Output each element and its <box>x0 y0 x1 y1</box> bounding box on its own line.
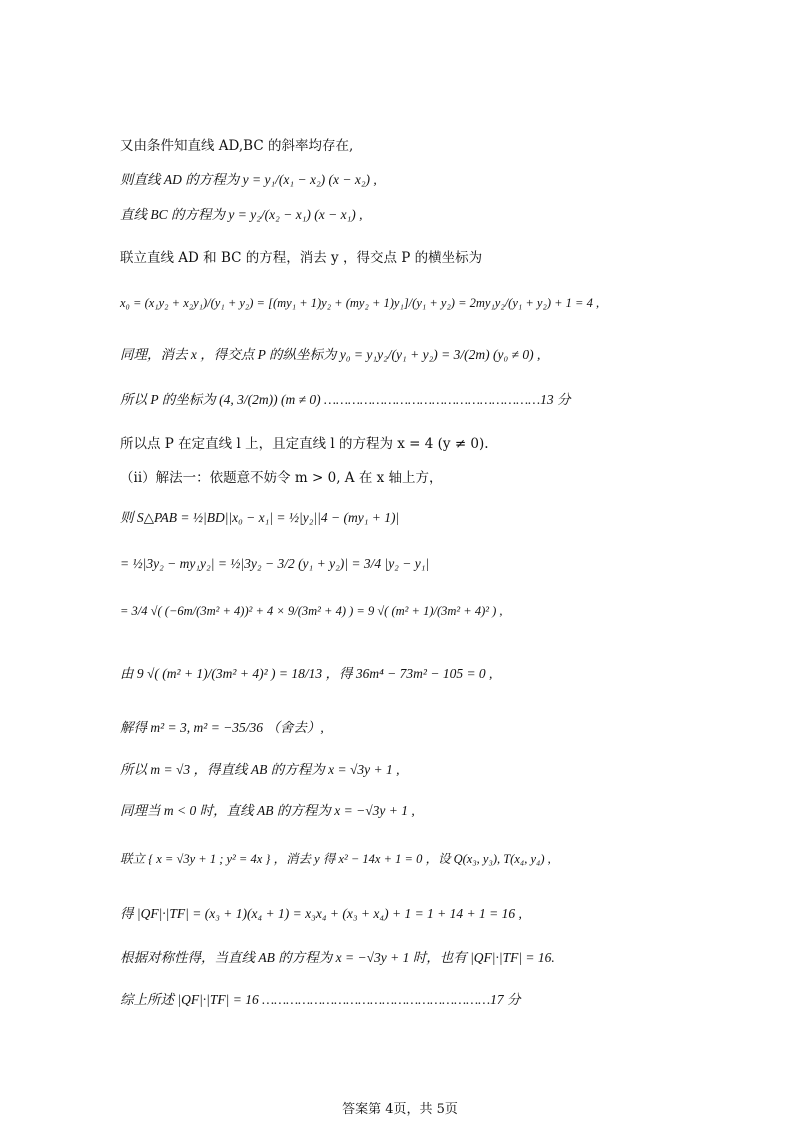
text-line-9: （ii）解法一：依题意不妨令 m > 0, A 在 x 轴上方， <box>120 470 443 486</box>
text-line-18: 得 |QF|·|TF| = (x₃ + 1)(x₄ + 1) = x₃x₄ + (x₃ + x₄) + 1 = 1 + 14 + 1 = 16 , <box>120 906 522 921</box>
text-line-19: 根据对称性得，当直线 AB 的方程为 x = −√3y + 1 时，也有 |QF|·|TF| = 16. <box>120 950 555 965</box>
text-line-10: 则 S△PAB = ½|BD||x₀ − x₁| = ½|y₂||4 − (my₁ + 1)| <box>120 510 400 525</box>
text-line-15: 所以 m = √3 ，得直线 AB 的方程为 x = √3y + 1 , <box>120 762 400 777</box>
page-footer: 答案第 4页，共 5页 <box>342 1102 458 1117</box>
text-line-4: 联立直线 AD 和 BC 的方程，消去 y ，得交点 P 的横坐标为 <box>120 250 483 266</box>
text-line-17: 联立 { x = √3y + 1 ; y² = 4x } ，消去 y 得 x² − 14x + 1 = 0 ，设 Q(x₃, y₃), T(x₄, y₄) , <box>120 852 551 866</box>
text-line-16: 同理当 m < 0 时，直线 AB 的方程为 x = −√3y + 1 , <box>120 803 415 818</box>
text-line-11: = ½|3y₂ − my₁y₂| = ½|3y₂ − 3/2 (y₁ + y₂)| = 3/4 |y₂ − y₁| <box>120 556 430 571</box>
text-line-14: 解得 m² = 3, m² = −35/36 （舍去）, <box>120 720 324 735</box>
text-line-8: 所以点 P 在定直线 l 上，且定直线 l 的方程为 x = 4 (y ≠ 0). <box>120 436 489 452</box>
text-line-7: 所以 P 的坐标为 (4, 3/(2m)) (m ≠ 0) ………………………………………………13 分 <box>120 392 571 407</box>
text-line-13: 由 9 √( (m² + 1)/(3m² + 4)² ) = 18/13 ，得 36m⁴ − 73m² − 105 = 0 , <box>120 666 493 681</box>
text-line-2: 则直线 AD 的方程为 y = y₁/(x₁ − x₂) (x − x₂) , <box>120 172 377 187</box>
text-line-3: 直线 BC 的方程为 y = y₂/(x₂ − x₁) (x − x₁) , <box>120 207 363 222</box>
text-line-20: 综上所述 |QF|·|TF| = 16 …………………………………………………17 分 <box>120 992 521 1007</box>
text-line-12: = 3/4 √( (−6m/(3m² + 4))² + 4 × 9/(3m² + 4) ) = 9 √( (m² + 1)/(3m² + 4)² ) , <box>120 604 503 618</box>
text-line-1: 又由条件知直线 AD,BC 的斜率均存在, <box>120 138 354 154</box>
text-line-6: 同理，消去 x ，得交点 P 的纵坐标为 y₀ = y₁y₂/(y₁ + y₂) = 3/(2m) (y₀ ≠ 0) , <box>120 347 541 362</box>
text-line-5: x₀ = (x₁y₂ + x₂y₁)/(y₁ + y₂) = [(my₁ + 1)y₂ + (my₂ + 1)y₁]/(y₁ + y₂) = 2my₁y₂/(y₁ + y₂) + 1 = 4 , <box>120 296 600 310</box>
